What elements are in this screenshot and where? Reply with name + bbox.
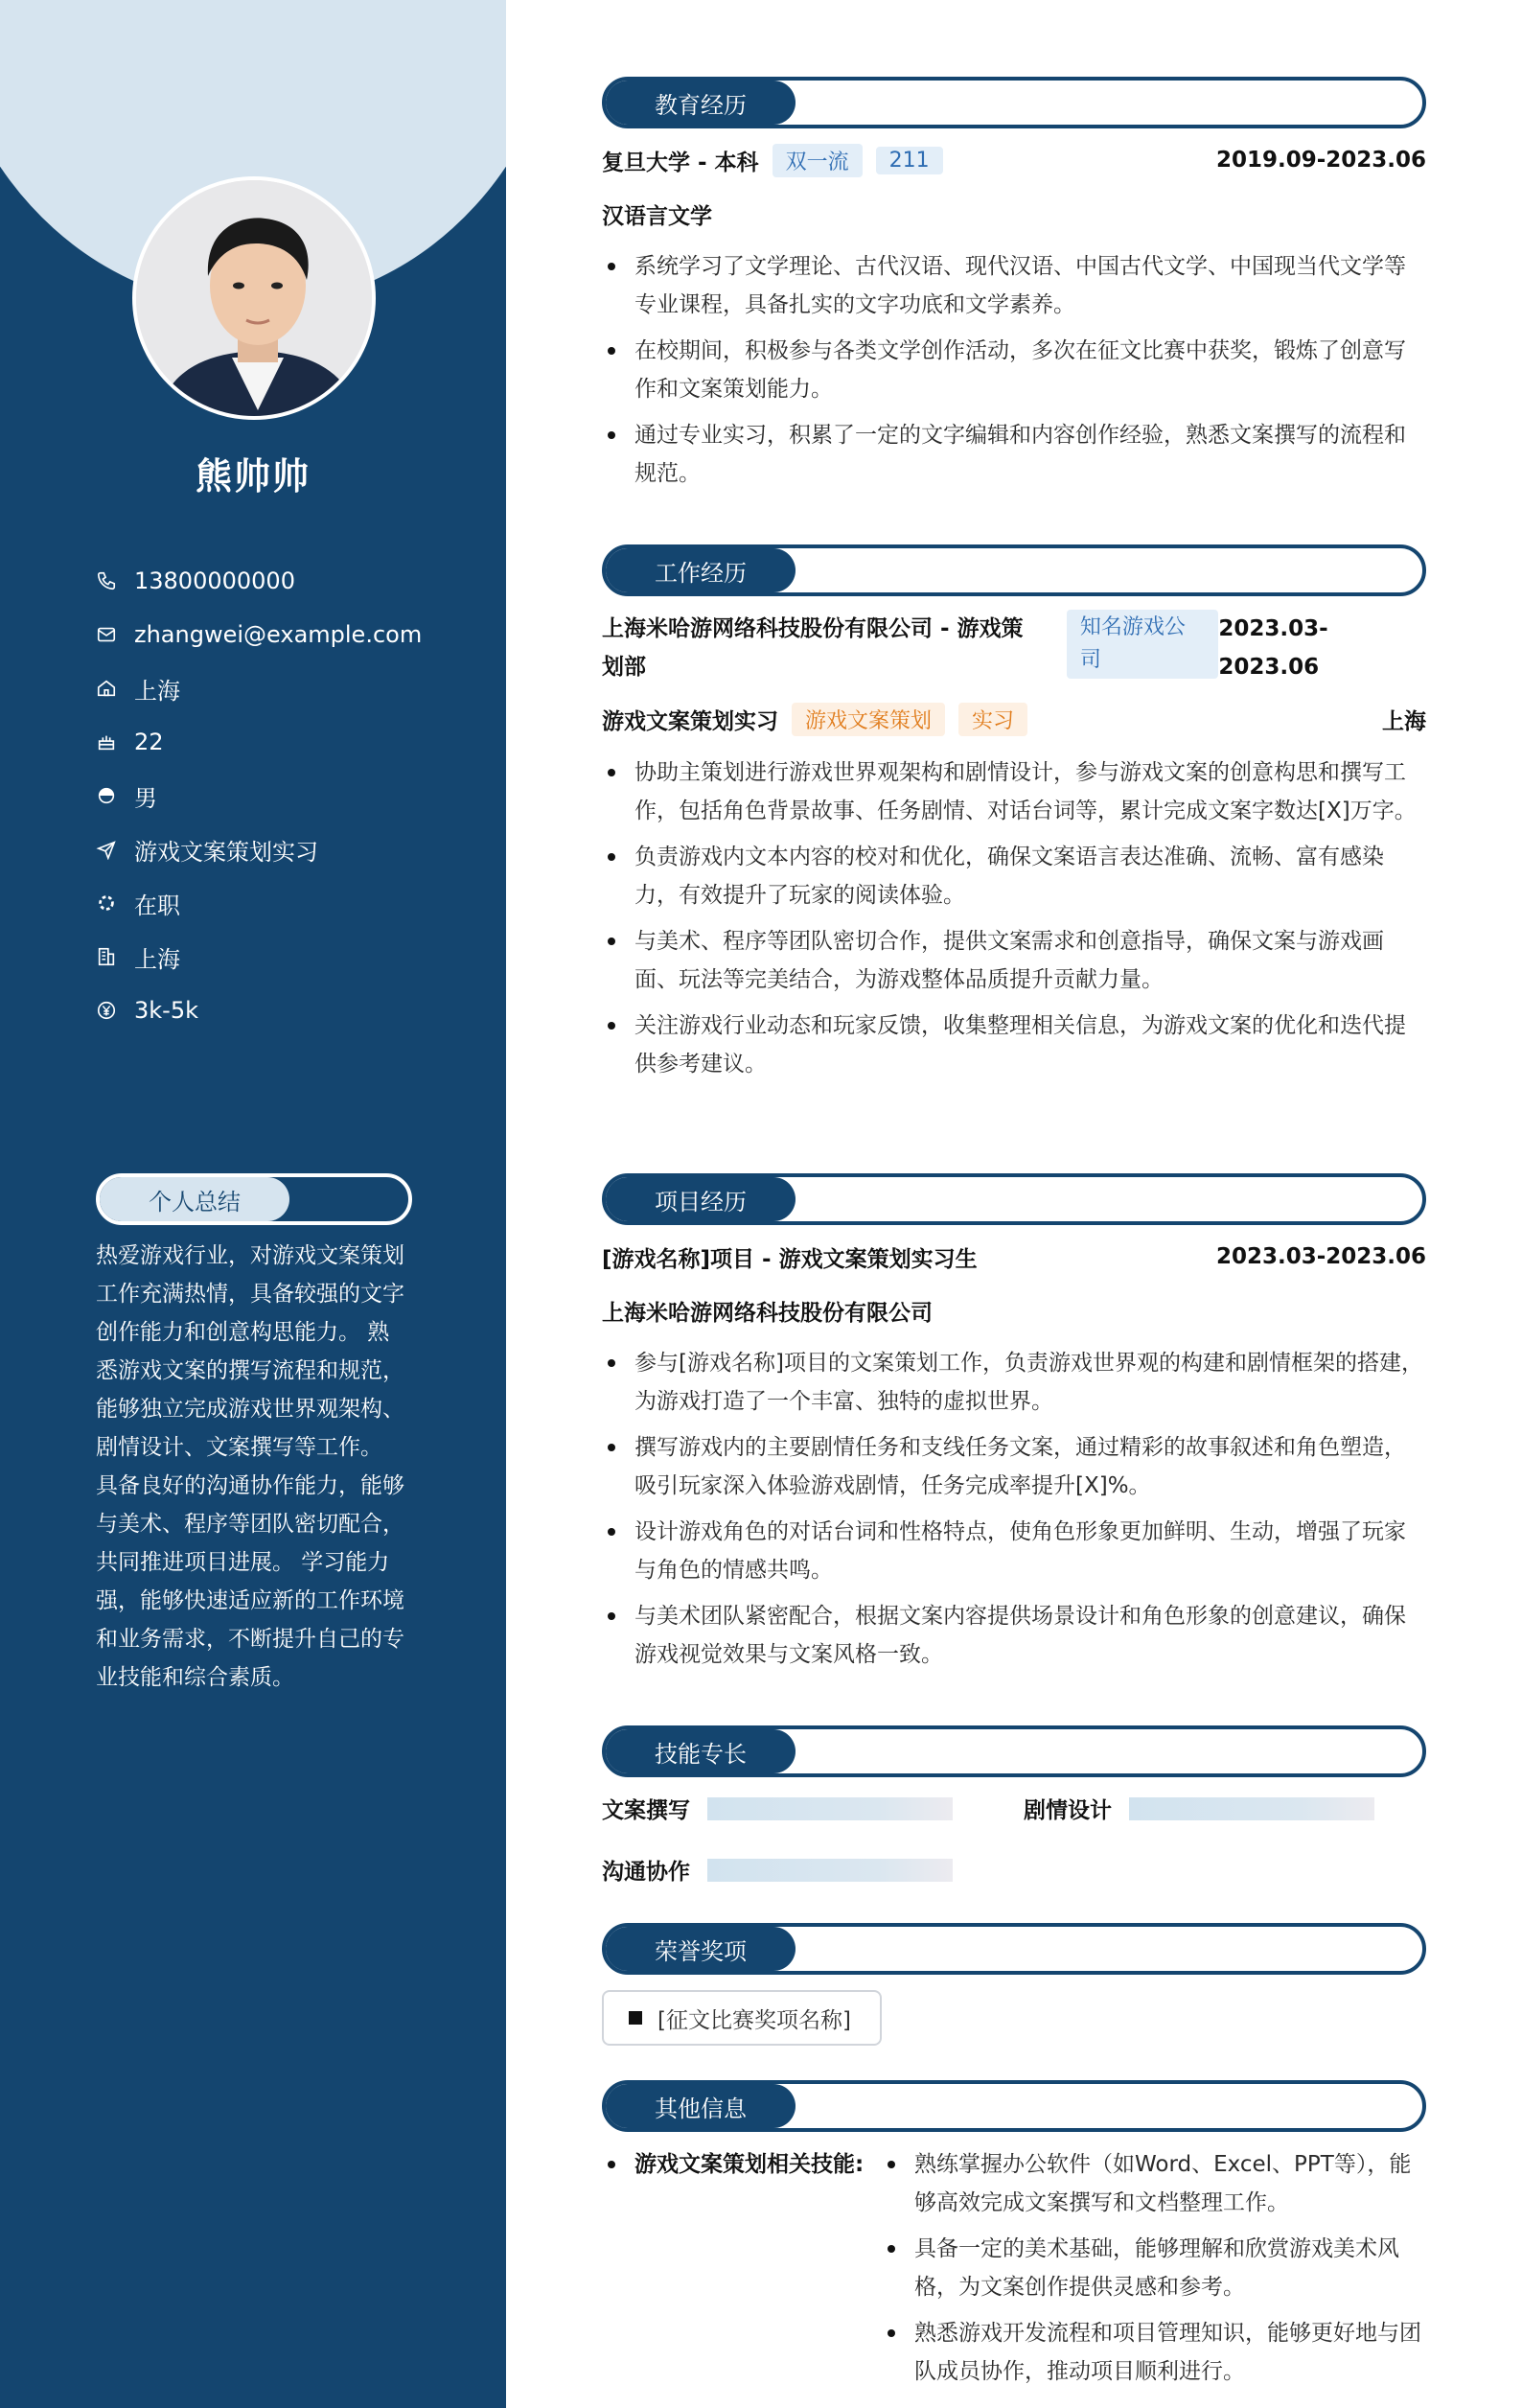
- summary-header: [96, 1173, 412, 1225]
- location-value: 上海: [134, 677, 180, 705]
- education-tag: 211: [876, 147, 943, 174]
- work-company-row: [602, 610, 1426, 686]
- work-bullets: [602, 753, 1426, 1091]
- role-tag: 实习: [958, 703, 1027, 736]
- award-label: [征文比赛奖项名称]: [657, 2007, 851, 2033]
- work-role-row: [602, 702, 1426, 736]
- phone-value: 13800000000: [134, 567, 295, 594]
- project-title: 项目经历: [606, 1177, 796, 1221]
- role-name: 游戏文案策划实习: [602, 708, 778, 734]
- awards-header: [602, 1923, 1426, 1975]
- work-title: 工作经历: [606, 548, 796, 592]
- home-icon: [96, 678, 117, 699]
- summary-title: 个人总结: [100, 1177, 289, 1221]
- age-value: 22: [134, 729, 164, 755]
- bullet-dot: [608, 2161, 615, 2168]
- status-icon: [96, 892, 117, 914]
- school-name: 复旦大学 - 本科: [602, 150, 759, 175]
- skill-bar: [707, 1797, 953, 1820]
- cake-icon: [96, 731, 117, 752]
- award-item: [602, 1990, 882, 2046]
- list-item: 通过专业实习，积累了一定的文字编辑和内容创作经验，熟悉文案撰写的流程和规范。: [602, 416, 1426, 493]
- salary-item: [96, 984, 422, 1037]
- list-item: 关注游戏行业动态和玩家反馈，收集整理相关信息，为游戏文案的优化和迭代提供参考建议。: [602, 1007, 1426, 1083]
- skill-bar: [707, 1859, 953, 1882]
- list-item: 与美术团队紧密配合，根据文案内容提供场景设计和角色形象的创意建议，确保游戏视觉效果与文案风格一致。: [602, 1597, 1426, 1674]
- avatar: [132, 176, 376, 420]
- email-item: [96, 608, 422, 661]
- project-company: 上海米哈游网络科技股份有限公司: [602, 1300, 933, 1326]
- company-name: 上海米哈游网络科技股份有限公司 - 游戏策划部: [602, 616, 1024, 680]
- status-item: [96, 876, 422, 930]
- project-header: [602, 1173, 1426, 1225]
- major-row: [602, 197, 1426, 230]
- contact-info: [96, 554, 422, 1037]
- skill-label: 剧情设计: [1024, 1798, 1112, 1823]
- skill-bar: [1129, 1797, 1374, 1820]
- other-bullets: [882, 2145, 1426, 2398]
- skill-item: [602, 1854, 953, 1886]
- list-item: 撰写游戏内的主要剧情任务和支线任务文案，通过精彩的故事叙述和角色塑造，吸引玩家深入体验游戏剧情，任务完成率提升[X]%。: [602, 1428, 1426, 1505]
- list-item: 在校期间，积极参与各类文学创作活动，多次在征文比赛中获奖，锻炼了创意写作和文案策划能力。: [602, 332, 1426, 408]
- job-target-value: 游戏文案策划实习: [134, 838, 318, 866]
- skill-item: [1024, 1793, 1374, 1824]
- list-item: 设计游戏角色的对话台词和性格特点，使角色形象更加鲜明、生动，增强了玩家与角色的情感共鸣。: [602, 1513, 1426, 1589]
- education-row: [602, 144, 1426, 176]
- list-item: 熟悉游戏开发流程和项目管理知识，能够更好地与团队成员协作，推动项目顺利进行。: [882, 2314, 1426, 2391]
- project-bullets: [602, 1344, 1426, 1681]
- project-company-row: [602, 1294, 1426, 1327]
- summary-text: 热爱游戏行业，对游戏文案策划工作充满热情，具备较强的文字创作能力和创意构思能力。 熟悉游戏文案的撰写流程和规范，能够独立完成游戏世界观架构、剧情设计、文案撰写等工作。 具备良好的沟通协作能力，能够与美术、程序等团队密切配合，共同推进项目进展。 学习能力强，能够快速适应新的工作环境和业务需求，不断提升自己的专业技能和综合素质。: [96, 1243, 404, 1690]
- education-bullets: [602, 247, 1426, 500]
- education-header: [602, 77, 1426, 128]
- skill-label: 沟通协作: [602, 1860, 690, 1885]
- age-item: [96, 715, 422, 769]
- mail-icon: [96, 624, 117, 645]
- job-target-item: [96, 822, 422, 876]
- email-value: zhangwei@example.com: [134, 621, 423, 648]
- avatar-portrait: [136, 180, 376, 420]
- yen-icon: [96, 1000, 117, 1021]
- other-header: [602, 2080, 1426, 2132]
- list-item: 熟练掌握办公软件（如Word、Excel、PPT等），能够高效完成文案撰写和文档整理工作。: [882, 2145, 1426, 2222]
- gender-item: [96, 769, 422, 822]
- status-value: 在职: [134, 891, 180, 919]
- company-tag: 知名游戏公司: [1067, 610, 1219, 679]
- work-date: 2023.03-2023.06: [1218, 616, 1328, 680]
- list-item: 负责游戏内文本内容的校对和优化，确保文案语言表达准确、流畅、富有感染力，有效提升了玩家的阅读体验。: [602, 838, 1426, 915]
- skills-header: [602, 1725, 1426, 1777]
- list-item: 参与[游戏名称]项目的文案策划工作，负责游戏世界观的构建和剧情框架的搭建，为游戏打造了一个丰富、独特的虚拟世界。: [602, 1344, 1426, 1421]
- skills-title: 技能专长: [606, 1729, 796, 1773]
- major-name: 汉语言文学: [602, 203, 712, 229]
- project-name: [游戏名称]项目 - 游戏文案策划实习生: [602, 1246, 978, 1272]
- salary-value: 3k-5k: [134, 997, 198, 1024]
- education-tag: 双一流: [773, 144, 863, 177]
- gender-icon: [96, 785, 117, 806]
- role-tag: 游戏文案策划: [792, 703, 945, 736]
- work-header: [602, 544, 1426, 596]
- other-label-row: [602, 2145, 889, 2184]
- gender-value: 男: [134, 784, 157, 812]
- education-date: 2019.09-2023.06: [1215, 148, 1426, 173]
- location-item: [96, 661, 422, 715]
- send-icon: [96, 839, 117, 860]
- other-label: 游戏文案策划相关技能:: [634, 2152, 865, 2177]
- target-city-value: 上海: [134, 945, 180, 973]
- other-title: 其他信息: [606, 2084, 796, 2128]
- skill-item: [602, 1793, 953, 1824]
- list-item: 与美术、程序等团队密切合作，提供文案需求和创意指导，确保文案与游戏画面、玩法等完美结合，为游戏整体品质提升贡献力量。: [602, 922, 1426, 999]
- building-icon: [96, 946, 117, 967]
- work-city: 上海: [1382, 708, 1426, 734]
- square-bullet-icon: [629, 2011, 642, 2025]
- target-city-item: [96, 930, 422, 984]
- skill-label: 文案撰写: [602, 1798, 690, 1823]
- sidebar: [0, 0, 506, 2408]
- project-row: [602, 1240, 1426, 1273]
- list-item: 具备一定的美术基础，能够理解和欣赏游戏美术风格，为文案创作提供灵感和参考。: [882, 2230, 1426, 2306]
- awards-title: 荣誉奖项: [606, 1927, 796, 1971]
- project-date: 2023.03-2023.06: [1215, 1244, 1426, 1269]
- candidate-name: 熊帅帅: [195, 455, 311, 498]
- phone-icon: [96, 570, 117, 591]
- education-title: 教育经历: [606, 81, 796, 125]
- list-item: 协助主策划进行游戏世界观架构和剧情设计，参与游戏文案的创意构思和撰写工作，包括角色背景故事、任务剧情、对话台词等，累计完成文案字数达[X]万字。: [602, 753, 1426, 830]
- list-item: 系统学习了文学理论、古代汉语、现代汉语、中国古代文学、中国现当代文学等专业课程，具备扎实的文字功底和文学素养。: [602, 247, 1426, 324]
- phone-item: [96, 554, 422, 608]
